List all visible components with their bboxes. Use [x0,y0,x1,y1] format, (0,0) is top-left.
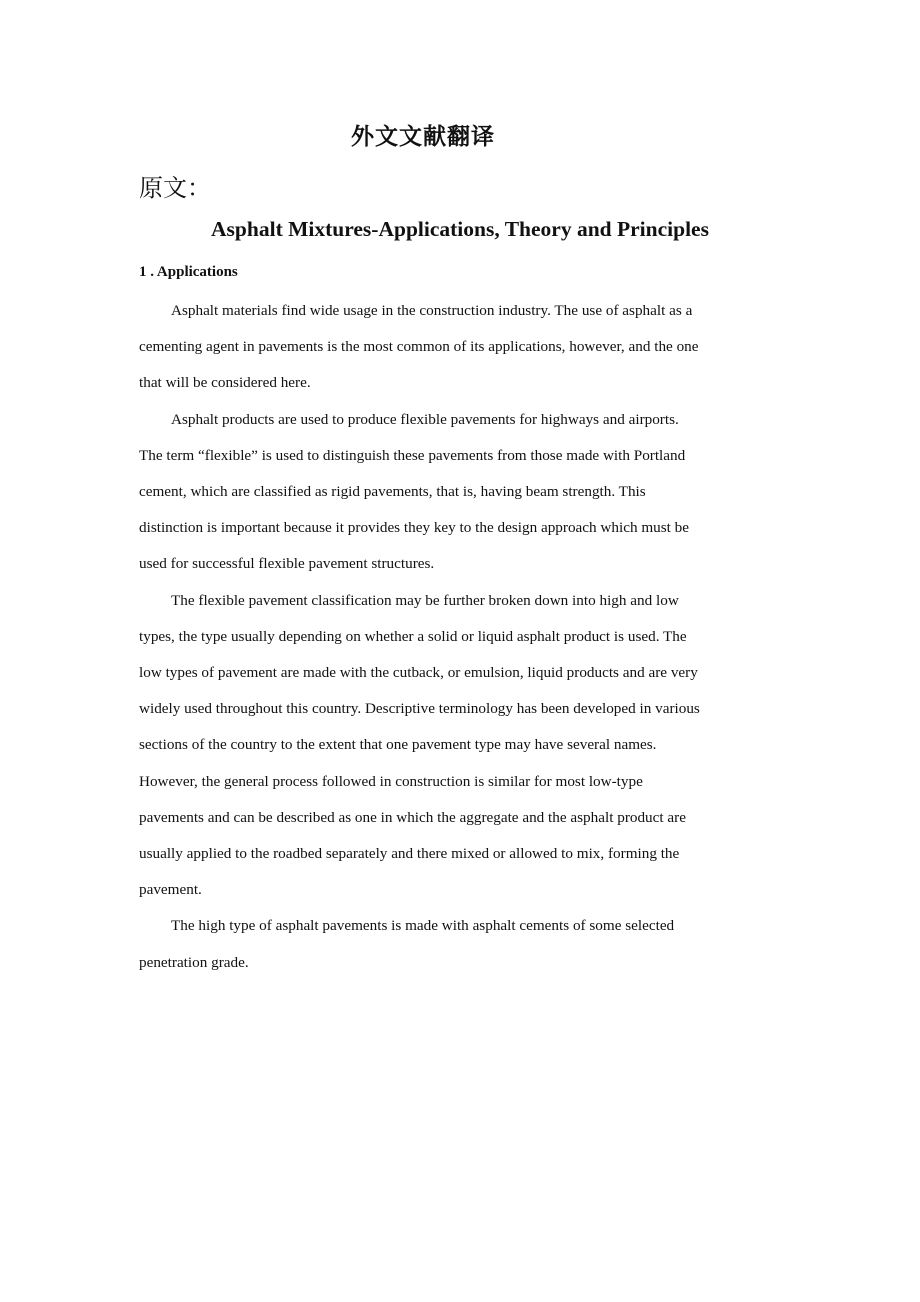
paper-title: Asphalt Mixtures-Applications, Theory and Principles [211,217,709,241]
paragraph-line: cementing agent in pavements is the most common of its applications, however, and the one [139,338,699,356]
paragraph-line: Asphalt products are used to produce flexible pavements for highways and airports. [171,410,679,428]
document-heading: 外文文献翻译 [351,124,495,150]
paragraph-line: However, the general process followed in construction is similar for most low-type [139,772,643,790]
section-heading: 1 . Applications [139,264,238,280]
paragraph-line: The high type of asphalt pavements is made with asphalt cements of some selected [171,917,675,935]
paragraph-line: types, the type usually depending on whether a solid or liquid asphalt product is used. The [139,627,687,645]
paragraph-line: widely used throughout this country. Descriptive terminology has been developed in various [139,700,700,718]
paragraph-line: The term “flexible” is used to distinguish these pavements from those made with Portland [139,446,686,464]
paragraph-line: low types of pavement are made with the cutback, or emulsion, liquid products and are very [139,664,698,682]
paragraph-1 [139,293,781,402]
paragraph-line: used for successful flexible pavement structures. [139,555,435,573]
paragraph-line: penetration grade. [139,953,249,971]
paragraph-line: usually applied to the roadbed separately and there mixed or allowed to mix, forming the [139,845,680,863]
paragraph-line: The flexible pavement classification may be further broken down into high and low [171,591,679,609]
body-text [139,293,781,981]
paragraph-line: pavement. [139,881,202,899]
paragraph-3 [139,583,781,909]
paragraph-4 [139,908,781,980]
paragraph-line: distinction is important because it provides they key to the design approach which must be [139,519,690,537]
original-text-label: 原文： [139,174,211,202]
paragraph-line: pavements and can be described as one in which the aggregate and the asphalt product are [139,808,686,826]
paragraph-line: that will be considered here. [139,374,311,392]
paragraph-line: Asphalt materials find wide usage in the construction industry. The use of asphalt as a [171,302,693,319]
paragraph-line: sections of the country to the extent that one pavement type may have several names. [139,736,657,754]
paragraph-2 [139,402,781,583]
paragraph-line: cement, which are classified as rigid pavements, that is, having beam strength. This [139,483,646,501]
